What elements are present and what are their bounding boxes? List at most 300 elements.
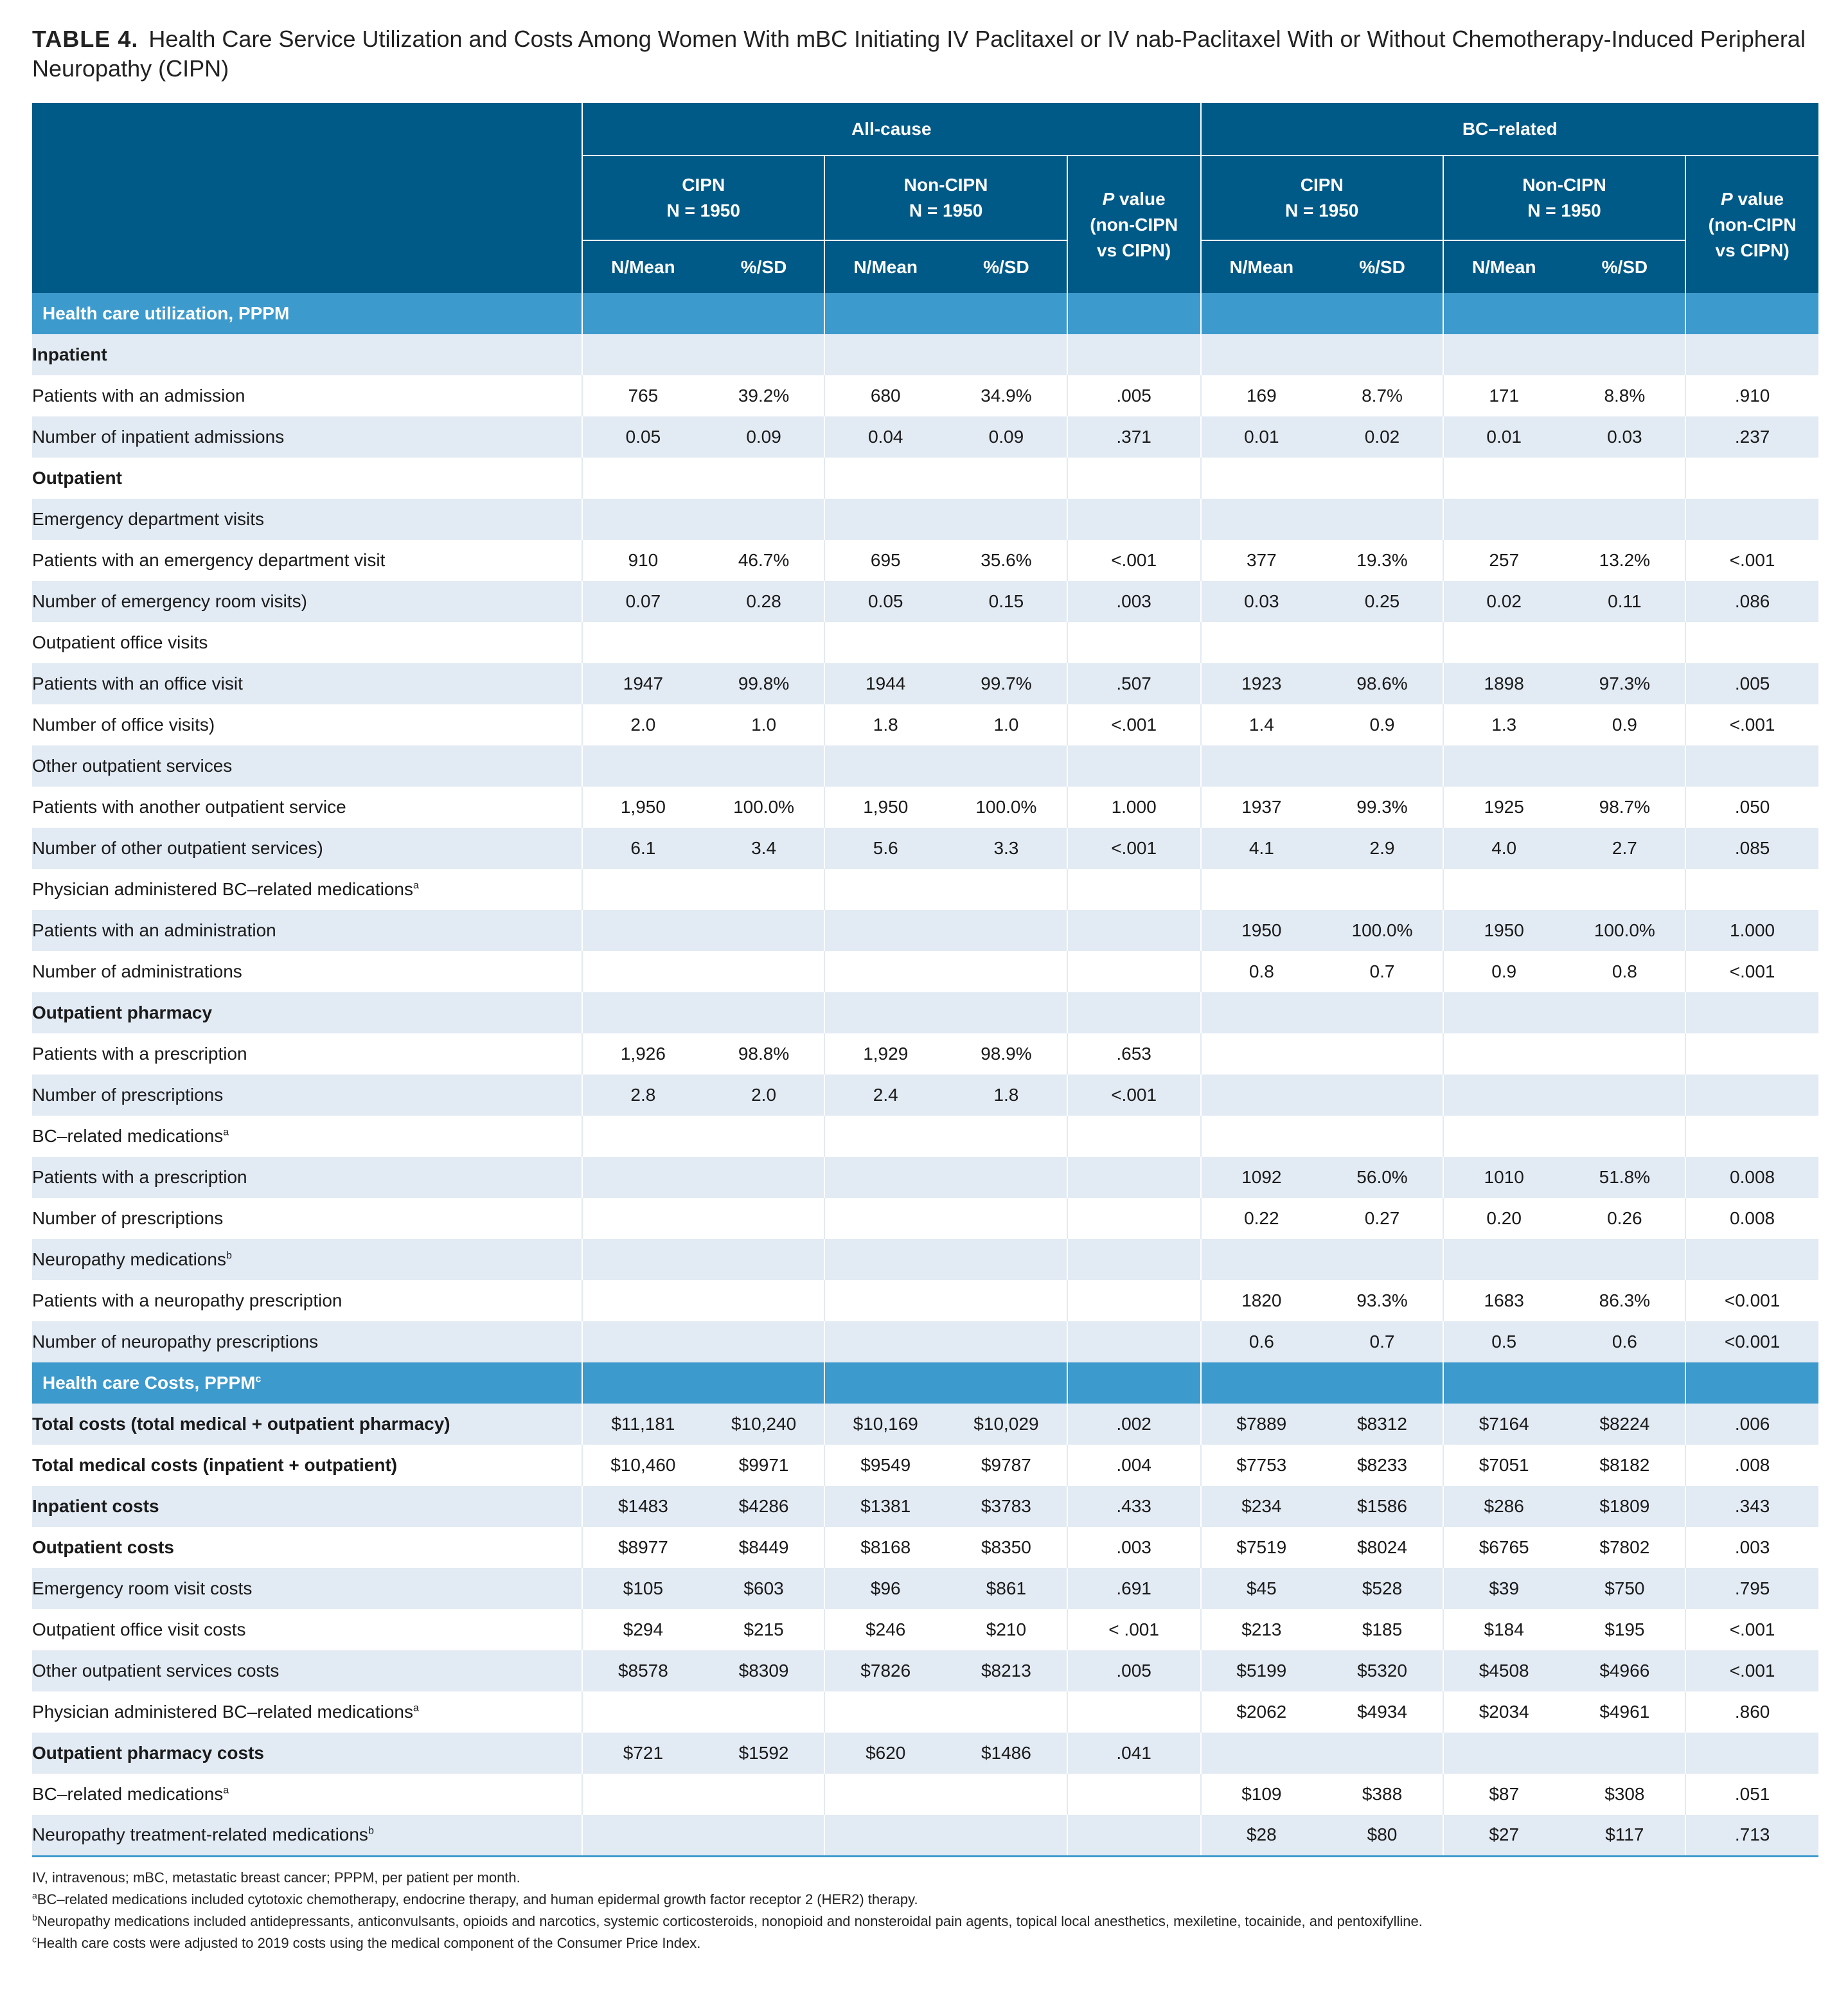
table-cell: 97.3% [1565,663,1686,704]
table-cell [1685,622,1818,663]
table-cell: $8182 [1565,1445,1686,1486]
row-label: Outpatient [32,458,582,499]
row-label: Neuropathy treatment-related medications$^b$ [32,1815,582,1856]
row-label: Patients with an office visit [32,663,582,704]
subheader-mean: N/Mean [1201,240,1322,293]
table-cell: 4.0 [1443,828,1565,869]
table-cell [1067,1815,1201,1856]
table-cell [824,499,946,540]
table-cell: 0.9 [1443,951,1565,992]
table-cell: $1483 [582,1486,704,1527]
table-cell [1322,1362,1443,1404]
table-cell: 1683 [1443,1280,1565,1321]
table-row [32,992,1818,1033]
footnotes [32,1867,1818,1954]
table-cell: .003 [1067,1527,1201,1568]
footnote: $^a$BC–related medications included cytotoxic chemotherapy, endocrine therapy, and human epidermal growth factor receptor 2 (HER2) therapy. [32,1890,918,1907]
table-body [32,293,1818,1856]
table-cell [824,1362,946,1404]
table-cell: $4934 [1322,1691,1443,1733]
table-row [32,1733,1818,1774]
table-cell: $294 [582,1609,704,1650]
table-cell [1201,334,1322,375]
row-label: Number of inpatient admissions [32,416,582,458]
table-cell: $9971 [704,1445,825,1486]
table-cell [1685,458,1818,499]
table-cell [946,293,1067,334]
row-label: Number of emergency room visits) [32,581,582,622]
row-label: Neuropathy medications$^b$ [32,1239,582,1280]
table-cell: $8350 [946,1527,1067,1568]
group-header-all-cause: All-cause [582,103,1200,156]
table-cell [946,1157,1067,1198]
table-cell [582,1691,704,1733]
table-cell: <.001 [1685,540,1818,581]
row-label: Total medical costs (inpatient + outpatient) [32,1445,582,1486]
table-cell: $6765 [1443,1527,1565,1568]
table-cell: $195 [1565,1609,1686,1650]
row-label: BC–related medications$^a$ [32,1116,582,1157]
table-row [32,334,1818,375]
subheader-sd: %/SD [946,240,1067,293]
table-cell [1322,869,1443,910]
subheader-sd: %/SD [704,240,825,293]
table-row [32,375,1818,416]
table-cell [1322,1033,1443,1075]
table-cell [824,458,946,499]
table-cell: $388 [1322,1774,1443,1815]
table-cell [582,334,704,375]
table-cell [1201,992,1322,1033]
table-cell [704,1116,825,1157]
table-cell: $1486 [946,1733,1067,1774]
table-cell: $7753 [1201,1445,1322,1486]
table-cell: $4966 [1565,1650,1686,1691]
table-cell [704,745,825,787]
table-cell: $246 [824,1609,946,1650]
table-cell [946,1280,1067,1321]
table-cell [1685,869,1818,910]
table-cell: 0.04 [824,416,946,458]
table-cell [1322,1075,1443,1116]
table-cell: .002 [1067,1404,1201,1445]
data-table [32,103,1818,1857]
table-cell: .237 [1685,416,1818,458]
table-cell: <.001 [1685,1609,1818,1650]
table-header [32,103,1818,293]
table-row [32,540,1818,581]
table-cell: 98.8% [704,1033,825,1075]
table-cell [824,1321,946,1362]
table-cell [824,1116,946,1157]
table-row [32,745,1818,787]
row-label: Number of administrations [32,951,582,992]
table-cell: 0.9 [1565,704,1686,745]
table-cell: .008 [1685,1445,1818,1486]
table-cell [1565,1075,1686,1116]
table-cell: $45 [1201,1568,1322,1609]
table-cell: 86.3% [1565,1280,1686,1321]
table-cell [1685,1033,1818,1075]
table-cell [582,458,704,499]
table-cell [1565,499,1686,540]
table-cell: $8213 [946,1650,1067,1691]
table-cell [1685,1362,1818,1404]
table-cell: 1.3 [1443,704,1565,745]
table-cell [704,1774,825,1815]
table-cell: 56.0% [1322,1157,1443,1198]
table-cell: 0.02 [1322,416,1443,458]
table-cell: <.001 [1685,1650,1818,1691]
table-cell: .860 [1685,1691,1818,1733]
table-cell [582,910,704,951]
table-cell [1322,334,1443,375]
table-cell: $1586 [1322,1486,1443,1527]
table-cell [582,1198,704,1239]
table-row [32,1774,1818,1815]
table-cell [824,1691,946,1733]
table-cell [704,951,825,992]
table-cell: .795 [1685,1568,1818,1609]
table-cell [704,1157,825,1198]
table-cell [1565,745,1686,787]
table-cell: .005 [1067,375,1201,416]
subheader-mean: N/Mean [582,240,704,293]
table-cell: $10,169 [824,1404,946,1445]
table-cell: 169 [1201,375,1322,416]
table-cell: 0.26 [1565,1198,1686,1239]
table-cell: $750 [1565,1568,1686,1609]
table-cell: 0.03 [1201,581,1322,622]
table-cell: $1809 [1565,1486,1686,1527]
table-cell: 100.0% [1565,910,1686,951]
table-cell: $7164 [1443,1404,1565,1445]
table-cell [824,1239,946,1280]
table-cell: 0.01 [1443,416,1565,458]
table-row [32,1486,1818,1527]
table-cell [1067,622,1201,663]
row-label: Inpatient costs [32,1486,582,1527]
table-cell: 2.9 [1322,828,1443,869]
table-cell [1565,1733,1686,1774]
table-cell: 0.07 [582,581,704,622]
table-cell [1443,293,1565,334]
table-cell [946,1691,1067,1733]
table-row [32,1033,1818,1075]
table-cell [1201,1362,1322,1404]
table-row [32,1650,1818,1691]
table-cell [1443,1075,1565,1116]
table-cell [1322,499,1443,540]
table-cell: 2.0 [704,1075,825,1116]
table-cell [824,992,946,1033]
table-cell: 1937 [1201,787,1322,828]
table-row [32,581,1818,622]
table-cell [1067,1157,1201,1198]
table-cell: 257 [1443,540,1565,581]
table-cell [704,458,825,499]
table-cell: <0.001 [1685,1280,1818,1321]
table-cell: 4.1 [1201,828,1322,869]
footnote-marker: c [32,1934,37,1945]
table-cell: 1950 [1201,910,1322,951]
subheader-sd: %/SD [1322,240,1443,293]
table-cell: 99.3% [1322,787,1443,828]
table-cell: 0.7 [1322,1321,1443,1362]
table-cell [582,1239,704,1280]
table-row [32,1321,1818,1362]
table-cell: .343 [1685,1486,1818,1527]
table-cell: $8233 [1322,1445,1443,1486]
table-cell: 0.8 [1201,951,1322,992]
table-cell: $109 [1201,1774,1322,1815]
table-cell: 46.7% [704,540,825,581]
table-cell [582,1157,704,1198]
table-cell [1565,458,1686,499]
table-cell: 99.7% [946,663,1067,704]
table-row [32,787,1818,828]
table-row [32,622,1818,663]
table-cell: $8449 [704,1527,825,1568]
table-cell [1067,910,1201,951]
table-row [32,1116,1818,1157]
table-cell [582,1280,704,1321]
table-row [32,1527,1818,1568]
table-cell [946,869,1067,910]
table-cell [1685,992,1818,1033]
table-cell: 1944 [824,663,946,704]
table-cell [1067,951,1201,992]
table-cell: 0.27 [1322,1198,1443,1239]
row-label: Other outpatient services [32,745,582,787]
table-cell [1067,992,1201,1033]
table-cell [582,622,704,663]
table-cell: .051 [1685,1774,1818,1815]
header-corner [32,103,582,293]
table-cell [582,1116,704,1157]
table-cell: 765 [582,375,704,416]
row-label: Patients with a neuropathy prescription [32,1280,582,1321]
table-cell: 1925 [1443,787,1565,828]
row-label: Outpatient office visit costs [32,1609,582,1650]
table-cell: <.001 [1685,951,1818,992]
table-caption: Health Care Service Utilization and Costs Among Women With mBC Initiating IV Paclitaxel or IV nab-Paclitaxel With or Without Chemotherapy-Induced Peripheral Neuropathy (CIPN) [32,26,1806,82]
table-cell [1443,1239,1565,1280]
table-cell [946,1815,1067,1856]
table-cell: 100.0% [704,787,825,828]
table-cell: 680 [824,375,946,416]
table-row [32,416,1818,458]
row-label: Health care utilization, PPPM [32,293,582,334]
table-cell [1685,334,1818,375]
table-title [32,24,1818,84]
table-cell: $3783 [946,1486,1067,1527]
table-cell: 0.09 [704,416,825,458]
table-cell: $39 [1443,1568,1565,1609]
table-cell [946,1362,1067,1404]
table-cell [582,1815,704,1856]
table-cell: 1,929 [824,1033,946,1075]
table-cell: 100.0% [1322,910,1443,951]
table-cell [1443,458,1565,499]
table-cell: 98.6% [1322,663,1443,704]
table-cell [1685,1239,1818,1280]
table-cell [1067,1116,1201,1157]
table-cell [1685,499,1818,540]
table-cell: 1.000 [1685,910,1818,951]
table-row [32,951,1818,992]
footnote-marker: b [32,1912,37,1923]
table-cell: 2.7 [1565,828,1686,869]
table-cell [1443,334,1565,375]
table-cell: 51.8% [1565,1157,1686,1198]
table-cell: 0.22 [1201,1198,1322,1239]
row-label: Number of neuropathy prescriptions [32,1321,582,1362]
table-cell: <.001 [1685,704,1818,745]
table-cell [1067,293,1201,334]
table-cell [1443,622,1565,663]
table-cell: .086 [1685,581,1818,622]
table-cell [1067,458,1201,499]
table-cell [582,869,704,910]
table-cell [1565,1362,1686,1404]
table-cell: 19.3% [1322,540,1443,581]
table-cell: .005 [1685,663,1818,704]
table-cell: 1092 [1201,1157,1322,1198]
table-cell: 0.15 [946,581,1067,622]
table-cell [1565,622,1686,663]
table-cell [704,869,825,910]
table-cell [1443,992,1565,1033]
table-cell [824,334,946,375]
table-cell [1067,1321,1201,1362]
table-row [32,910,1818,951]
table-cell [1322,293,1443,334]
table-cell [1443,1362,1565,1404]
table-cell [824,1774,946,1815]
row-label: Outpatient office visits [32,622,582,663]
table-cell: $213 [1201,1609,1322,1650]
table-cell [824,869,946,910]
footnote-marker: b [226,1250,232,1262]
pvalue-header-allcause: P value (non-CIPN vs CIPN) [1067,156,1201,293]
table-cell: 1820 [1201,1280,1322,1321]
table-cell: $8977 [582,1527,704,1568]
table-cell [1685,745,1818,787]
subheader-mean: N/Mean [824,240,946,293]
table-cell: 0.28 [704,581,825,622]
table-cell: 0.02 [1443,581,1565,622]
table-cell: 0.20 [1443,1198,1565,1239]
table-cell [824,622,946,663]
table-cell [1067,1691,1201,1733]
table-cell [1201,1239,1322,1280]
table-cell: 6.1 [582,828,704,869]
table-cell: $96 [824,1568,946,1609]
table-cell [582,745,704,787]
table-cell [582,992,704,1033]
table-cell [1322,1116,1443,1157]
table-cell: 98.9% [946,1033,1067,1075]
cohort-header-bc-noncipn: Non-CIPN N = 1950 [1443,156,1685,240]
row-label: Health care Costs, PPPM$^c$ [32,1362,582,1404]
table-cell [1443,1116,1565,1157]
table-cell: 377 [1201,540,1322,581]
table-cell: $286 [1443,1486,1565,1527]
table-cell [1201,293,1322,334]
table-cell [1322,1239,1443,1280]
table-cell: $87 [1443,1774,1565,1815]
row-label: Inpatient [32,334,582,375]
table-cell: .005 [1067,1650,1201,1691]
table-row [32,1280,1818,1321]
table-cell [1201,1116,1322,1157]
table-cell: <0.001 [1685,1321,1818,1362]
table-cell [1685,293,1818,334]
table-cell [1067,334,1201,375]
section-row [32,1362,1818,1404]
table-row [32,869,1818,910]
table-row [32,1075,1818,1116]
table-cell [1067,1362,1201,1404]
table-cell: $861 [946,1568,1067,1609]
table-cell: .004 [1067,1445,1201,1486]
table-cell [824,293,946,334]
table-cell [1685,1116,1818,1157]
table-cell [1067,1198,1201,1239]
footnote: $^b$Neuropathy medications included antidepressants, anticonvulsants, opioids and narcotics, systemic corticosteroids, nonopioid and nonsteroidal pain agents, topical local anesthetics, mexiletine, tocainide, and pentoxifylline. [32,1912,1423,1929]
table-cell: .085 [1685,828,1818,869]
table-cell: $7051 [1443,1445,1565,1486]
table-cell: $8312 [1322,1404,1443,1445]
table-cell: .653 [1067,1033,1201,1075]
table-cell: 2.4 [824,1075,946,1116]
table-row [32,704,1818,745]
table-cell: $10,460 [582,1445,704,1486]
row-label: Physician administered BC–related medications$^a$ [32,869,582,910]
table-cell [1565,1033,1686,1075]
table-cell: 98.7% [1565,787,1686,828]
table-cell: 0.6 [1565,1321,1686,1362]
table-cell [1201,745,1322,787]
table-row [32,1239,1818,1280]
table-row [32,828,1818,869]
table-cell [1067,869,1201,910]
cohort-header-bc-cipn: CIPN N = 1950 [1201,156,1443,240]
table-cell: .003 [1067,581,1201,622]
pvalue-header-bc: P value (non-CIPN vs CIPN) [1685,156,1818,293]
table-cell: 39.2% [704,375,825,416]
table-cell: .691 [1067,1568,1201,1609]
table-cell: 1.000 [1067,787,1201,828]
table-cell [704,622,825,663]
table-cell [1067,1774,1201,1815]
table-cell [824,1157,946,1198]
table-cell [824,1198,946,1239]
table-cell: 1.8 [946,1075,1067,1116]
table-cell [1443,1033,1565,1075]
row-label: Patients with an administration [32,910,582,951]
table-cell [1322,1733,1443,1774]
table-cell [1565,1239,1686,1280]
table-cell: $7826 [824,1650,946,1691]
table-cell: 1.8 [824,704,946,745]
table-cell [1201,499,1322,540]
table-cell: 1,950 [582,787,704,828]
table-cell: 0.25 [1322,581,1443,622]
table-cell [824,1815,946,1856]
table-cell: .050 [1685,787,1818,828]
